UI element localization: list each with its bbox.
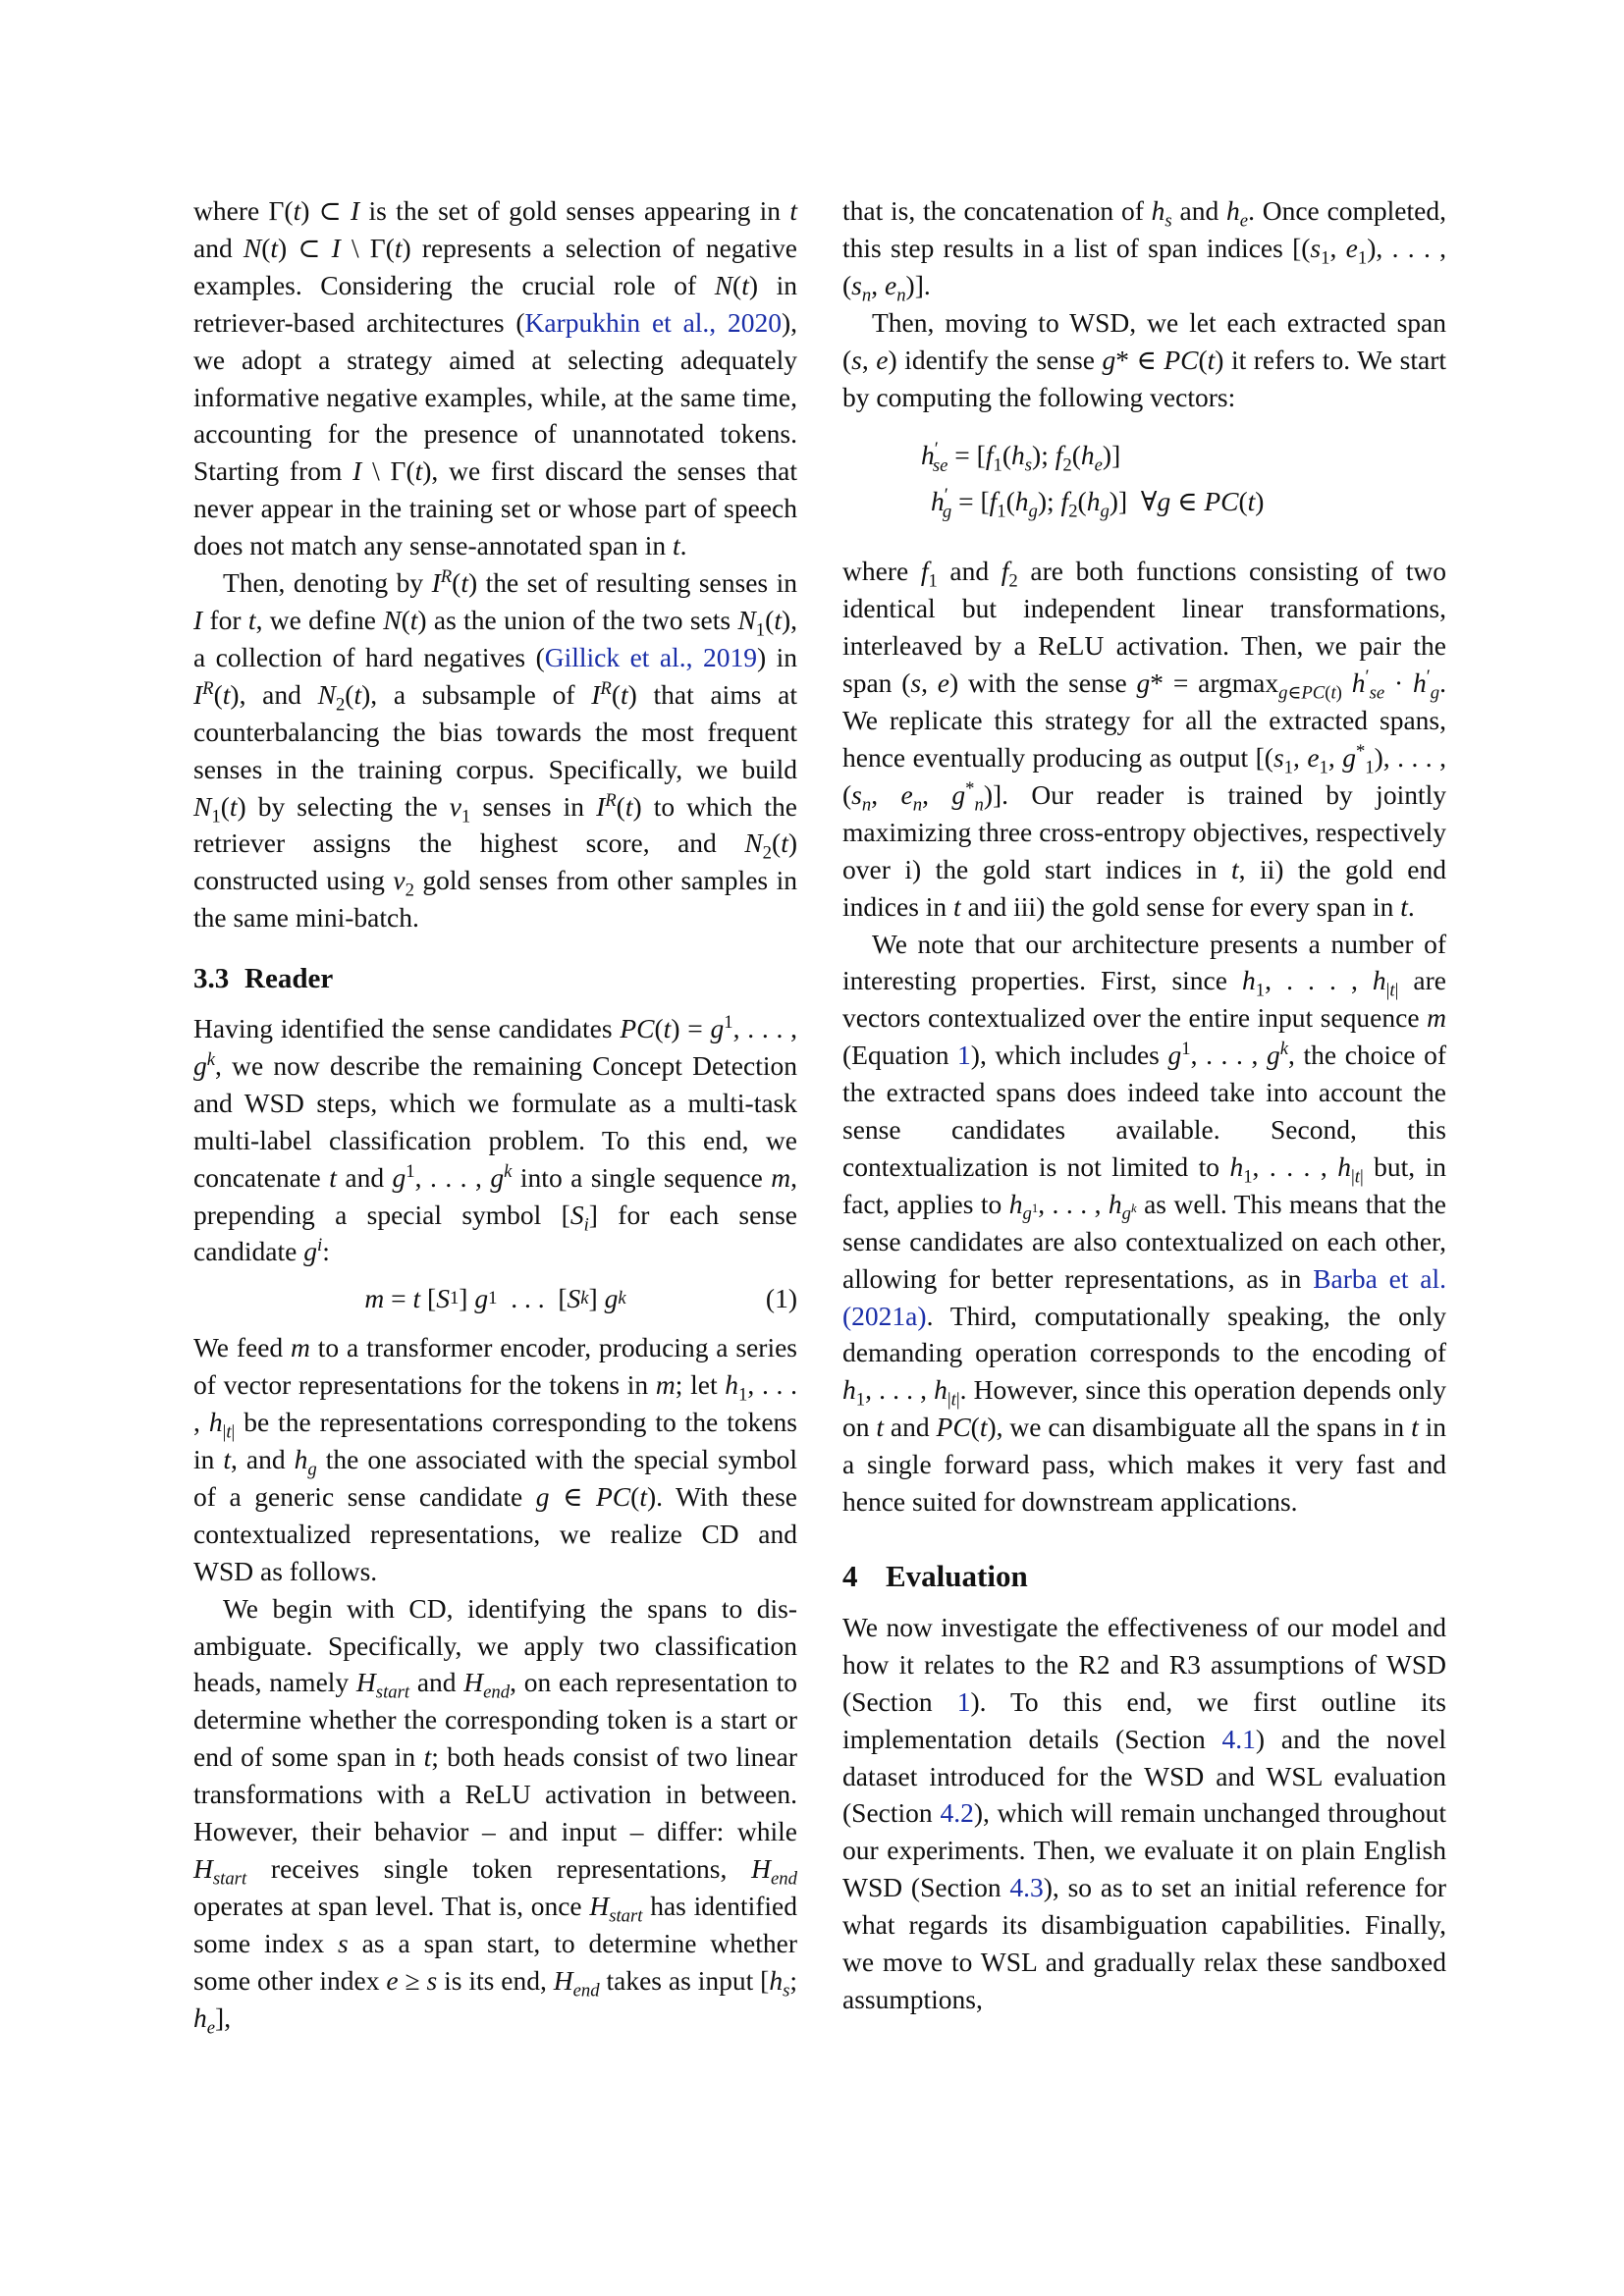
paragraph-properties: We note that our architecture presents a number of interesting properties. First, since $h_1$, . . . , $h_{|t|}$ are vectors contextualized over the entire input sequence m (Equation 1), which includes $g^1$, . . . , $g^k$, the choice of the extracted spans does indeed take into account the sense candidates available. Second, this contextualization is not limited to $h_1$, . . . , $h_{|t|}$ but, in fact, applies to $h_{g^1}$, . . . , $h_{g^k}$ as well. This means that the sense candidates are also contextualized on each other, allowing for better representations, as in Barba et al. (2021a). Third, computationally speaking, the only demanding operation corresponds to the encoding of $h_1$, . . . , $h_{|t|}$. However, since this operation depends only on t and PC(t), we can disambiguate all the spans in t in a single forward pass, which makes it very fast and hence suited for downstream applications. [842, 928, 1447, 1518]
ref-section-4-2[interactable]: 4.2 [940, 1797, 974, 1829]
section-heading-reader: 3.3 Reader [193, 963, 334, 995]
paragraph-evaluation: We now investigate the effectiveness of our model and how it relates to the R2 and R3 assumptions of WSD (Section 1). To this end, we first outline its implementation details (Section 4.1) and the novel dataset introduced for the WSD and WSL evaluation (Section 4.2), which will remain unchanged throughout our experiments. Then, we evaluate it on plain English WSD (Section 4.3), so as to set an initial reference for what regards its disambiguation capabilities. Finally, we move to WSL and gradually relax these sandboxed assumptions, [842, 1611, 1446, 2014]
ref-section-4-3[interactable]: 4.3 [1009, 1872, 1044, 1903]
equation-vectors: $h'_{se} = [f_1(h_s)$; $f_2(h_e)$] $h'_g = [f_1(h_g)$; $f_2(h_g)$] ∀g ∈ PC(t) [921, 439, 1265, 522]
paragraph-span-indices: that is, the concatenation of $h_s$ and $h_e$. Once completed, this step results in a list of span indices [($s_1$, $e_1$), . . . , ($s_n$, $e_n$)]. [842, 195, 1447, 306]
ref-section-1[interactable]: 1 [956, 1685, 971, 1717]
paragraph-encoder: We feed m to a transformer encoder, producing a series of vector representations for the tokens in m; let $h_1$, . . . , $h_{|t|}$ be the representations corresponding to the tokens in t, and $h_g$ the one associated with the special symbol of a generic sense candidate g ∈ PC(t). With these contextualized representations, we realize CD and WSD as follows. [193, 1332, 798, 1586]
paragraph-hard-negatives: Then, denoting by $I^R(t)$ the set of resulting senses in I for t, we define N(t) as the union of the two sets $N_1(t)$, a collection of hard negatives (Gillick et al., 2019) in $I^R(t)$, and $N_2(t)$, a subsample of $I^R(t)$ that aims at counterbalancing the bias towards the most frequent senses in the training corpus. Specifically, we build $N_1(t)$ by selecting the $\nu_1$ senses in $I^R(t)$ to which the retriever assigns the highest score, and $N_2(t)$ constructed using $\nu_2$ gold senses from other samples in the same mini-batch. [193, 565, 797, 934]
citation-karpukhin[interactable]: Karpukhin et al., 2020 [524, 306, 782, 338]
citation-barba[interactable]: Barba et al. (2021a) [842, 1262, 1446, 1331]
paragraph-wsd: Then, moving to WSD, we let each extracted span (s, e) identify the sense g* ∈ PC(t) it refers to. We start by computing the following vectors: [842, 306, 1447, 412]
ref-section-4-1[interactable]: 4.1 [1221, 1723, 1256, 1754]
paragraph-reader-intro: Having identified the sense candidates $PC(t) = g^1$, . . . , $g^k$, we now describe the remaining Concept Detection and WSD steps, which we formulate as a multi-task multi-label classification problem. To this end, we concatenate t and $g^1$, . . . , $g^k$ into a single sequence m, prepending a special symbol $[S_i]$ for each sense candidate $g^i$: [193, 1011, 798, 1267]
paragraph-argmax: where $f_1$ and $f_2$ are both functions consisting of two identical but independent linear transformations, interleaved by a ReLU activation. Then, we pair the span (s, e) with the sense g* = argmax$_{g\in PC(t)}$ $h'_{se} \cdot h'_g$. We replicate this strategy for all the extracted spans, hence eventually producing as output [($s_1$, $e_1$, $g^*_1$), . . . , ($s_n$, $e_n$, $g^*_n$)]. Our reader is trained by jointly maximizing three cross-entropy objectives, respectively over i) the gold start indices in t, ii) the gold end indices in t and iii) the gold sense for every span in t. [842, 556, 1447, 922]
left-column [193, 192, 797, 2037]
paragraph-cd: We begin with CD, identifying the spans to disambiguate. Specifically, we apply two classification heads, namely $H_{start}$ and $H_{end}$, on each representation to determine whether the corresponding token is a start or end of some span in t; both heads consist of two linear transformations with a ReLU activation in between. However, their behavior – and input – differ: while $H_{start}$ receives single token representations, $H_{end}$ operates at span level. That is, once $H_{start}$ has identified some index s as a span start, to determine whether some other index e ≥ s is its end, $H_{end}$ takes as input [$h_s$; $h_e$], [193, 1592, 798, 2039]
equation-number: (1) [765, 1283, 797, 1314]
ref-equation-1[interactable]: 1 [957, 1040, 971, 1071]
equation-1: m = t [ S 1 ] g 1 . . . [ S k ] g k (1) [193, 1280, 797, 1317]
right-column [842, 192, 1446, 2018]
section-heading-evaluation: 4 Evaluation [842, 1559, 1028, 1593]
paragraph-negatives: where Γ(t) ⊂ I is the set of gold senses appearing in t and N(t) ⊂ I \ Γ(t) represents a selection of negative examples. Considering the crucial role of N(t) in retriever-based architectures (Karpukhin et al., 2020), we adopt a strategy aimed at selecting adequately informative negative examples, while, at the same time, accounting for the presence of unannotated tokens. Starting from I \ Γ(t), we first discard the senses that never appear in the training set or whose part of speech does not match any sense-annotated span in t. [193, 195, 798, 561]
citation-gillick[interactable]: Gillick et al., 2019 [544, 641, 757, 672]
